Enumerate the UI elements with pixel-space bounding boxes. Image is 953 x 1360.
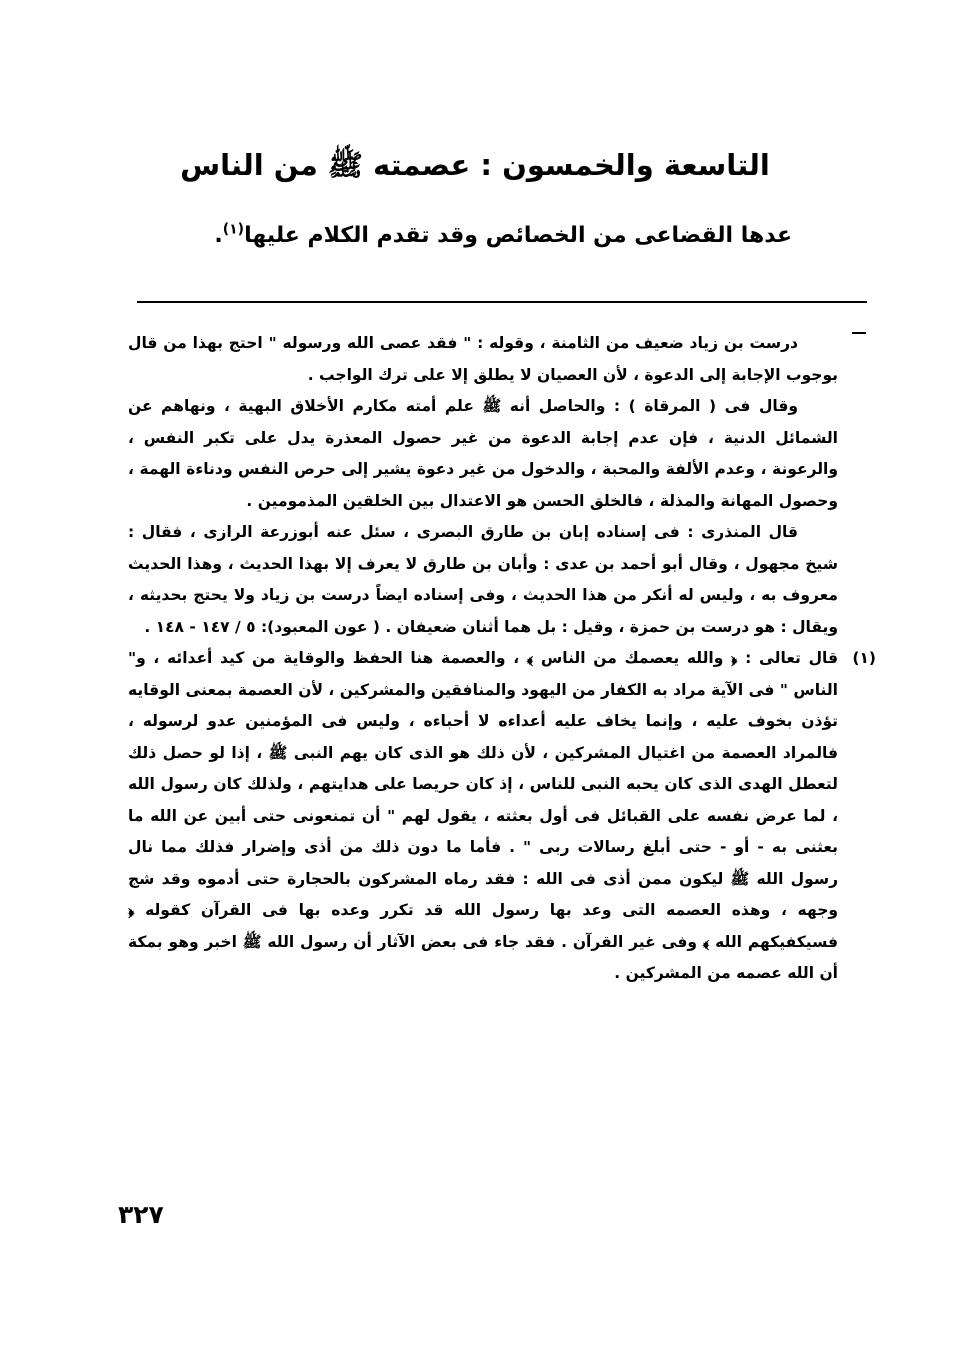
chapter-title: التاسعة والخمسون : عصمته ﷺ من الناس bbox=[180, 148, 770, 182]
footnote-reference: (١) bbox=[222, 221, 245, 238]
footnote-continuation-paragraph: قال المنذرى : فى إسناده إبان بن طارق البصرى ، سئل عنه أبوزرعة الرازى ، فقال : شيخ مجهول ، وقال أبو أحمد بن عدى : وأبان بن طارق لا يعرف إلا بهذا الحديث ، وهذا الحديث معروف به ، وليس له أنكر من هذا الحديث ، وفى إسناده ايضاً درست بن زياد ولا يحتج بحديثه ، ويقال : هو درست بن حمزة ، وقيل : بل هما أثنان ضعيفان . ( عون المعبود): ٥ / ١٤٧ - ١٤٨ . bbox=[128, 523, 838, 636]
footnote-1-number: (١) bbox=[852, 649, 876, 667]
intro-end: . bbox=[214, 223, 223, 248]
page-number: ٣٢٧ bbox=[118, 1200, 164, 1229]
intro-paragraph bbox=[120, 216, 792, 256]
intro-text: عدها القضاعى من الخصائص وقد تقدم الكلام عليها bbox=[244, 223, 792, 248]
footnote-continuation-paragraph: وقال فى ( المرقاة ) : والحاصل أنه ﷺ علم أمته مكارم الأخلاق البهية ، ونهاهم عن الشمائل الدنية ، فإن عدم إجابة الدعوة من غير حصول المعذرة يدل على تكبر النفس ، والرعونة ، وعدم الألفة والمحبة ، والدخول من غير دعوة يشير إلى حرص النفس ودناءة الهمة ، وحصول المهانة والمذلة ، فالخلق الحسن هو الاعتدال بين الخلقين المذمومين . bbox=[128, 397, 838, 510]
footnotes-section bbox=[128, 328, 876, 990]
footnote-1-text: قال تعالى : ﴿ والله يعصمك من الناس ﴾ ، والعصمة هنا الحفظ والوقاية من كيد أعدائه ، و" الناس " فى الآية مراد به الكفار من اليهود والمنافقين والمشركين ، لأن العصمة بمعنى الوقايه تؤذن بخوف عليه ، وإنما يخاف عليه أعداءه لا أحباءه ، وليس فى المؤمنين عدو لرسوله ، فالمراد العصمة من اغتيال المشركين ، لأن ذلك هو الذى كان يهم النبى ﷺ ، إذا لو حصل ذلك لتعطل الهدى الذى كان يحبه النبى للناس ، إذ كان حريصا على هدايتهم ، ولذلك كان رسول الله ، لما عرض نفسه على القبائل فى أول بعثته ، يقول لهم " أن تمنعونى حتى أبين عن الله ما بعثنى به - أو - حتى أبلغ رسالات ربى " . فأما ما دون ذلك من أذى وإضرار فذلك مما نال رسول الله ﷺ ليكون ممن أذى فى الله : فقد رماه المشركون بالحجارة حتى أدموه وقد شج وجهه ، وهذه العصمه التى وعد بها رسول الله قد تكرر وعده بها فى القرآن كقوله ﴿ فسيكفيكهم الله ﴾ وفى غير القرآن . فقد جاء فى بعض الآثار أن رسول الله ﷺ اخبر وهو بمكة أن الله عصمه من المشركين . bbox=[128, 649, 838, 982]
continuation-dash bbox=[852, 332, 866, 334]
footnote-separator bbox=[137, 301, 867, 303]
footnote-1 bbox=[128, 643, 876, 990]
footnote-continuation-paragraph: درست بن زياد ضعيف من الثامنة ، وقوله : " فقد عصى الله ورسوله " احتج بهذا من قال بوجوب الإجابة إلى الدعوة ، لأن العصيان لا يطلق إلا على ترك الواجب . bbox=[128, 334, 838, 384]
